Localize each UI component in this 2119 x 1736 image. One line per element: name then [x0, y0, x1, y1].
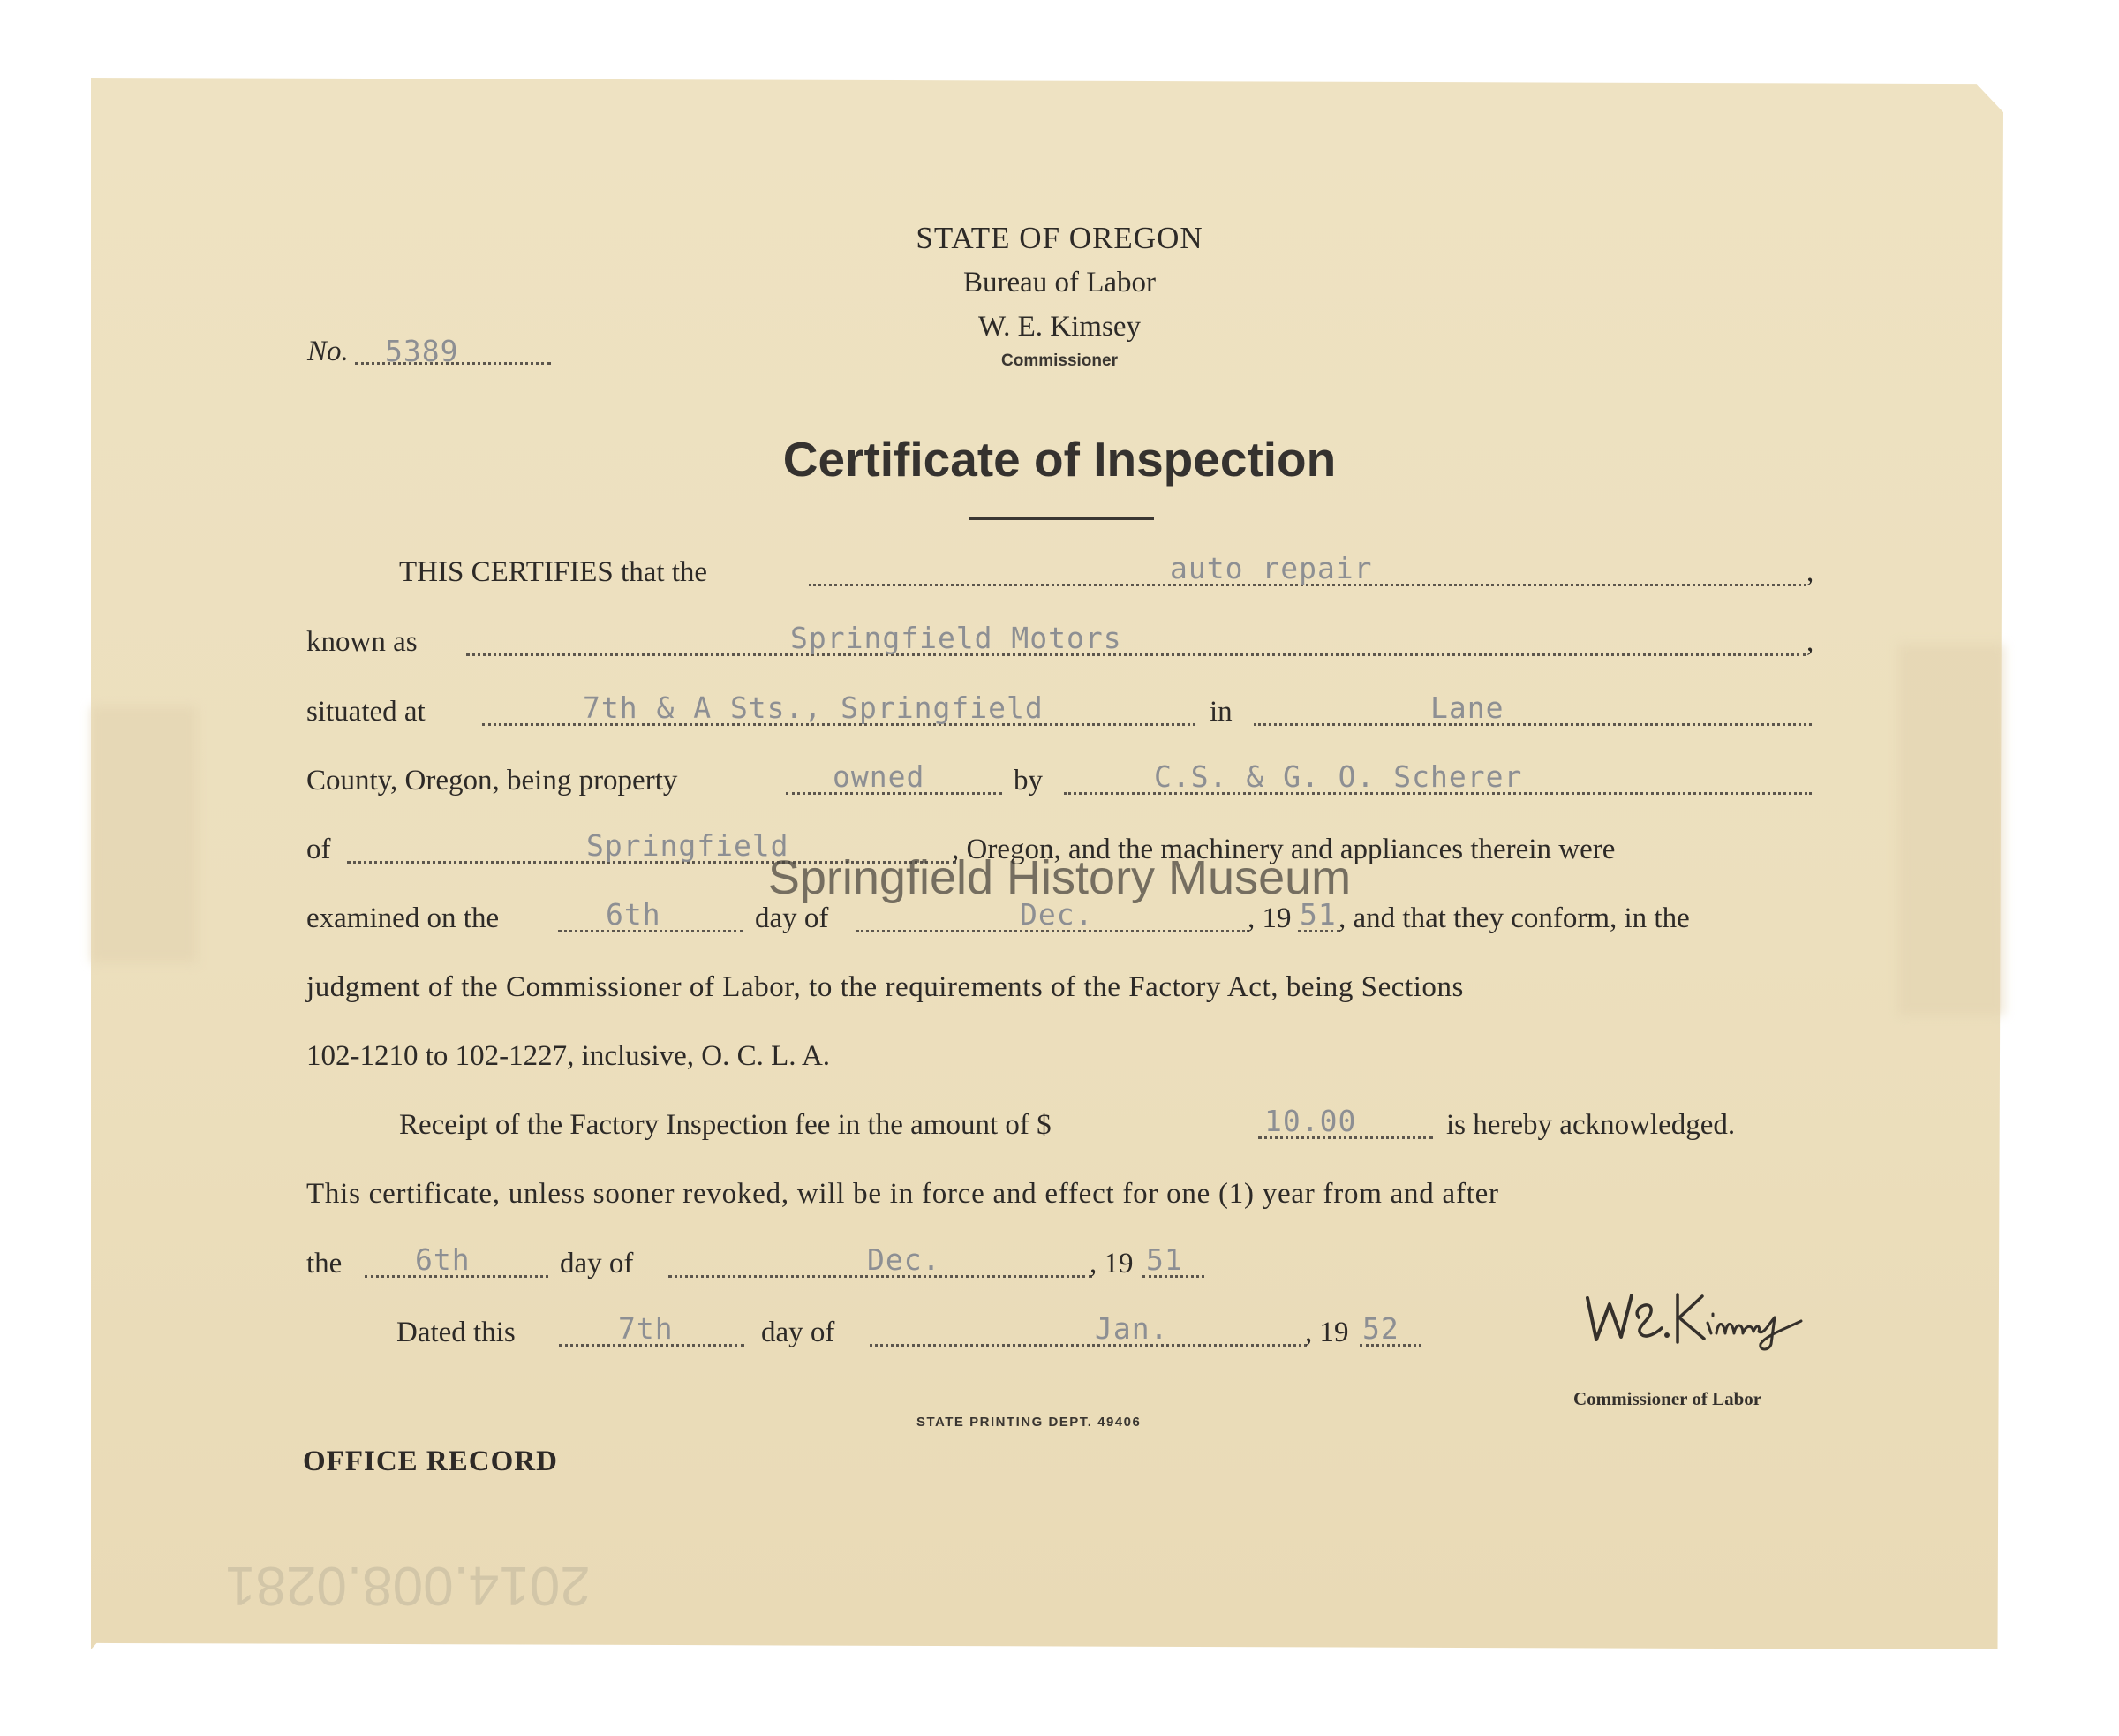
state-heading: STATE OF OREGON: [916, 221, 1203, 255]
line11-dayof: day of: [560, 1248, 634, 1279]
dated-month-value: Jan.: [1095, 1311, 1169, 1346]
county-value: Lane: [1430, 691, 1504, 725]
line8-text: 102-1210 to 102-1227, inclusive, O. C. L. A.: [306, 1040, 831, 1072]
line11-the: the: [306, 1248, 343, 1279]
line6-rest: , and that they conform, in the: [1339, 902, 1690, 934]
city-value: Springfield: [586, 828, 789, 863]
address-value: 7th & A Sts., Springfield: [583, 691, 1044, 725]
line7-text: judgment of the Commissioner of Labor, to the requirements of the Factory Act, being Sections: [306, 971, 1464, 1003]
line12-dayof: day of: [761, 1317, 835, 1348]
paper-stain-left: [91, 706, 197, 962]
business-name-value: Springfield Motors: [790, 621, 1122, 655]
paper-stain-right: [1898, 645, 2004, 1015]
fee-value: 10.00: [1264, 1104, 1357, 1138]
line4-text: County, Oregon, being property: [306, 765, 678, 796]
commissioner-name: W. E. Kimsey: [978, 311, 1141, 343]
line12-year-prefix: , 19: [1305, 1317, 1349, 1348]
county-dots: [1254, 723, 1812, 726]
office-record-label: OFFICE RECORD: [303, 1445, 558, 1477]
printer-mark: STATE PRINTING DEPT. 49406: [916, 1415, 1142, 1430]
ownership-value: owned: [833, 759, 925, 794]
line6-text: examined on the: [306, 902, 500, 934]
line3-in: in: [1210, 696, 1233, 728]
line6-dayof: day of: [755, 902, 829, 934]
business-type-value: auto repair: [1170, 551, 1373, 585]
bureau-heading: Bureau of Labor: [962, 267, 1157, 298]
cert-no-value: 5389: [385, 334, 459, 368]
effective-year-dots: [1142, 1275, 1204, 1278]
dated-year-dots: [1360, 1344, 1421, 1347]
dated-day-value: 7th: [618, 1311, 674, 1346]
title-rule: [969, 517, 1154, 520]
owner-value: C.S. & G. O. Scherer: [1154, 759, 1523, 794]
dated-month-dots: [870, 1344, 1307, 1347]
line9-text: Receipt of the Factory Inspection fee in the amount of $: [399, 1109, 1052, 1141]
museum-watermark: Springfield History Museum: [767, 851, 1352, 904]
line5-rest: , Oregon, and the machinery and appliances therein were: [952, 834, 1616, 865]
exam-year-dots: [1298, 930, 1340, 932]
cert-no-label: No.: [307, 336, 349, 367]
effective-day-value: 6th: [415, 1242, 471, 1277]
exam-day-value: 6th: [606, 897, 661, 932]
certificate-title: Certificate of Inspection: [782, 432, 1337, 487]
signature-caption: Commissioner of Labor: [1573, 1388, 1762, 1409]
line4-by: by: [1014, 765, 1043, 796]
effective-year-value: 51: [1146, 1242, 1183, 1277]
commissioner-signature: [1570, 1282, 1808, 1353]
effective-month-value: Dec.: [867, 1242, 941, 1277]
exam-year-value: 51: [1300, 897, 1337, 932]
commissioner-title: Commissioner: [1001, 351, 1118, 370]
accession-number: 2014.008.0281: [225, 1555, 591, 1616]
line3-text: situated at: [306, 696, 426, 728]
exam-month-value: Dec.: [1020, 897, 1094, 932]
line2-dots: [466, 653, 1806, 656]
line2-comma: ,: [1806, 626, 1814, 658]
line6-year-prefix: , 19: [1248, 902, 1292, 934]
line11-year-prefix: , 19: [1090, 1248, 1134, 1279]
line1-text: THIS CERTIFIES that the: [399, 556, 708, 588]
line2-text: known as: [306, 626, 418, 658]
line5-of: of: [306, 834, 331, 865]
line9-rest: is hereby acknowledged.: [1446, 1109, 1736, 1141]
dated-year-value: 52: [1362, 1311, 1399, 1346]
line1-comma: ,: [1806, 556, 1814, 588]
line12-text: Dated this: [396, 1317, 516, 1348]
line10-text: This certificate, unless sooner revoked, will be in force and effect for one (1) year from and after: [306, 1178, 1499, 1210]
